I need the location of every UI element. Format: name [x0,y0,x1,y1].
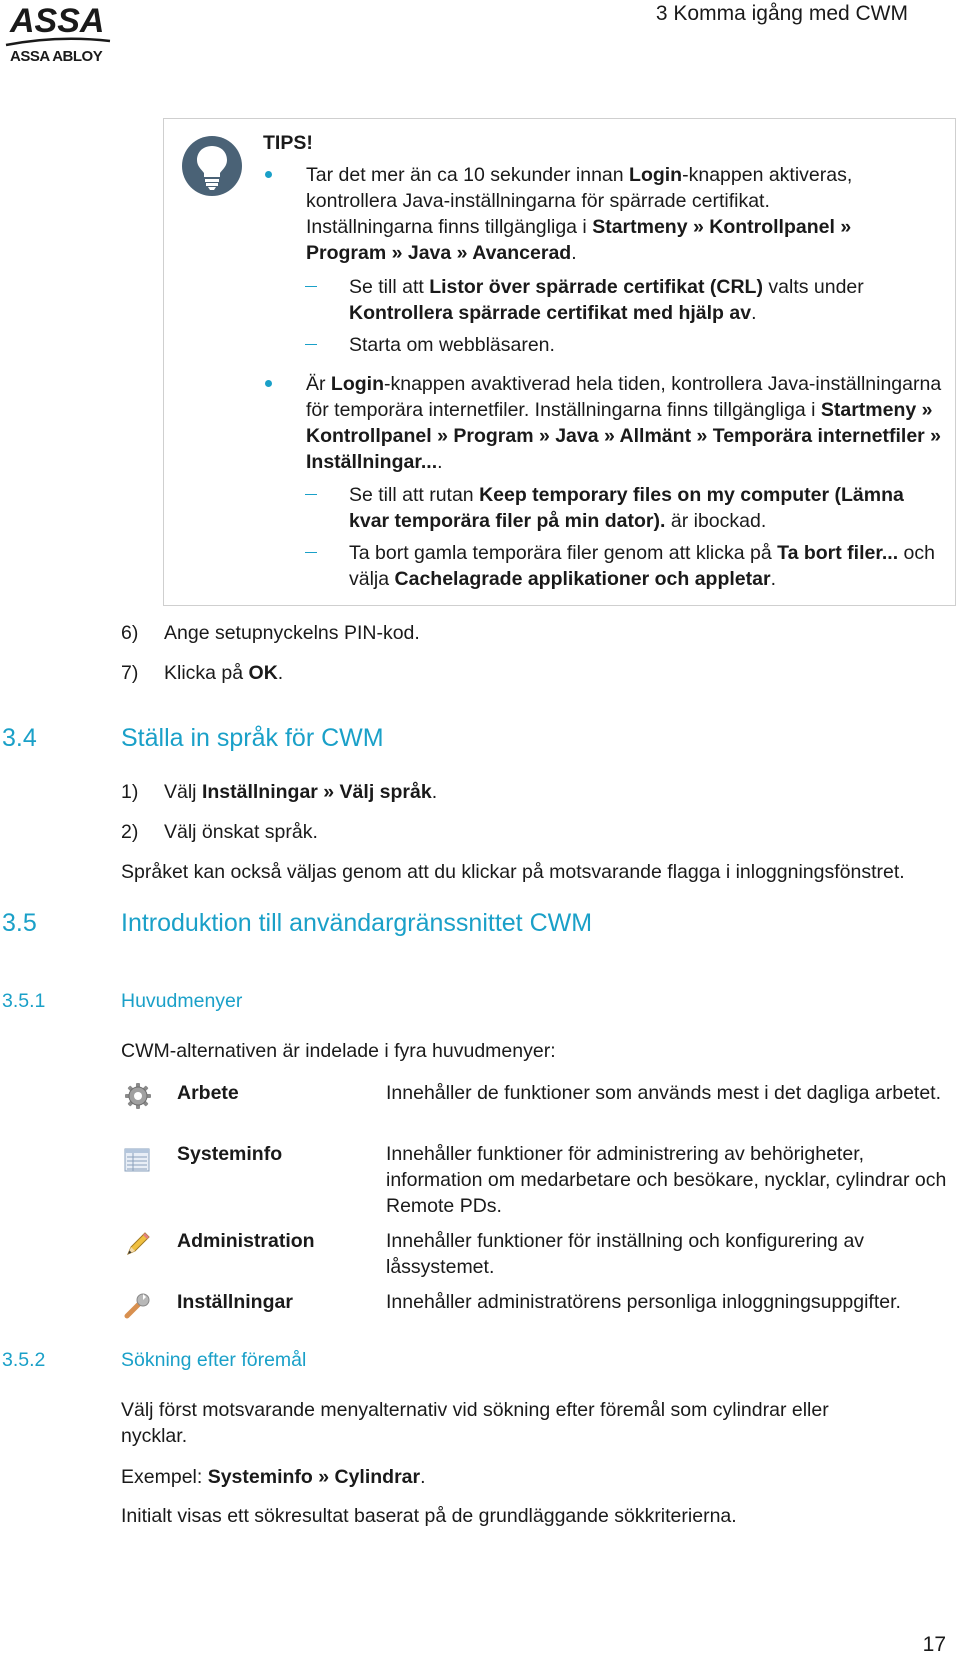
menu-name: Administration [177,1230,315,1252]
dash [305,344,317,345]
chapter-title: 3 Komma igång med CWM [655,2,908,25]
tips-bullet-1: Tar det mer än ca 10 sekunder innan Login-knappen aktiveras, kontrollera Java-inställningarna för spärrade certifikat. Inställningarna finns tillgängliga i Startmeny » Kontrollpanel » Program » Java » Avancerad. [306,164,853,264]
paragraph: Språket kan också väljas genom att du klickar på motsvarande flagga i inloggningsfönstret. [121,861,905,883]
section-title: Introduktion till användargränssnittet CWM [121,909,593,937]
page-number: 17 [922,1633,946,1656]
section-number: 3.5 [2,909,37,937]
pencil-icon [124,1230,152,1258]
dash [305,286,317,287]
step-text: Ange setupnyckelns PIN-kod. [164,622,420,644]
bullet [265,380,272,387]
menu-description: Innehåller funktioner för administrering av behörigheter, information om medarbetare och besökare, nycklar, cylindrar och Remote PDs. [386,1143,947,1217]
tips-bullet-2: Är Login-knappen avaktiverad hela tiden, kontrollera Java-inställningarna för temporära internetfiler. Inställningarna finns tillgängliga i Startmeny » Kontrollpanel » Program » Java » Allmänt » Temporära internetfiler » Inställningar.... [306,373,942,473]
menu-name: Systeminfo [177,1143,283,1165]
dash [305,494,317,495]
section-title: Ställa in språk för CWM [121,724,384,752]
menu-name: Arbete [177,1082,239,1104]
menu-description: Innehåller de funktioner som används mest i det dagliga arbetet. [386,1082,942,1104]
tips-bullet-1-sub-2: Starta om webbläsaren. [349,334,555,356]
step-text: Välj Inställningar » Välj språk. [164,781,438,803]
logo-swoosh [4,37,112,47]
subsection-title: Sökning efter föremål [121,1349,307,1371]
paragraph: CWM-alternativen är indelade i fyra huvudmenyer: [121,1040,556,1062]
tips-bullet-2-sub-1: Se till att rutan Keep temporary files on my computer (Lämna kvar temporära filer på min dator). är ibockad. [349,484,904,532]
step-number: 1) [121,781,139,803]
wrench-icon [124,1292,152,1320]
step-number: 6) [121,622,139,644]
tips-bullet-1-sub-1: Se till att Listor över spärrade certifikat (CRL) valts under Kontrollera spärrade certifikat med hjälp av. [349,276,864,324]
gear-icon [124,1082,152,1110]
bullet [265,171,272,178]
assa-abloy-logo: ASSA ASSA ABLOY [4,2,112,68]
lightbulb-icon [180,134,244,198]
step-text: Klicka på OK. [164,662,284,684]
paragraph: Initialt visas ett sökresultat baserat på de grundläggande sökkriterierna. [121,1505,737,1527]
subsection-title: Huvudmenyer [121,990,243,1012]
menu-description: Innehåller funktioner för inställning och konfigurering av låssystemet. [386,1230,865,1278]
step-number: 2) [121,821,139,843]
menu-name: Inställningar [177,1291,293,1313]
menu-description: Innehåller administratörens personliga inloggningsuppgifter. [386,1291,901,1313]
paragraph: Exempel: Systeminfo » Cylindrar. [121,1466,426,1488]
section-number: 3.4 [2,724,37,752]
paragraph: Välj först motsvarande menyalternativ vid sökning efter föremål som cylindrar eller nycklar. [121,1399,829,1447]
subsection-number: 3.5.1 [2,990,46,1012]
tips-bullet-2-sub-2: Ta bort gamla temporära filer genom att klicka på Ta bort filer... och välja Cachelagrade applikationer och appletar. [349,542,935,590]
subsection-number: 3.5.2 [2,1349,46,1371]
list-icon [124,1147,152,1175]
step-text: Välj önskat språk. [164,821,318,843]
tips-title: TIPS! [263,132,313,154]
step-number: 7) [121,662,139,684]
dash [305,552,317,553]
